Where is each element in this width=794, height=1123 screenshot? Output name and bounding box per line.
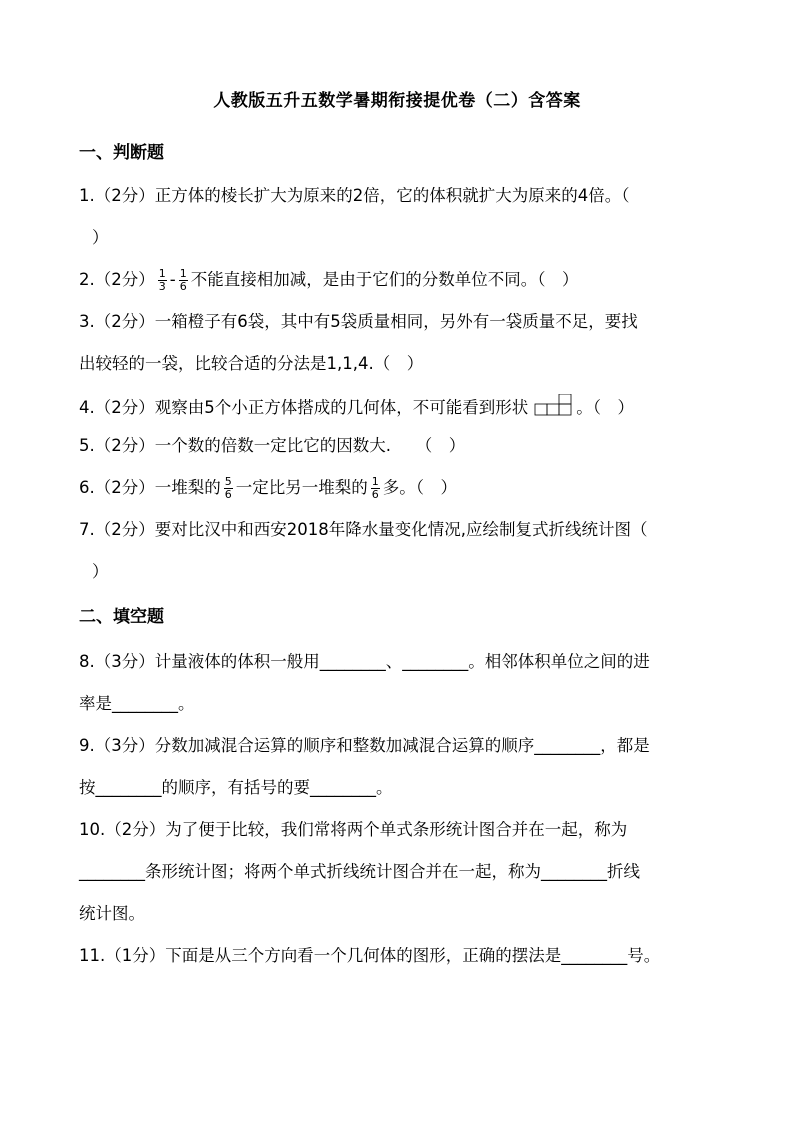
question-1: 1.（2分）正方体的棱长扩大为原来的2倍，它的体积就扩大为原来的4倍。（: [79, 186, 630, 205]
fraction-denominator: 6: [179, 280, 187, 293]
question-2: [79, 268, 719, 293]
fraction-denominator: 6: [371, 488, 379, 501]
fraction-numerator: 1: [179, 267, 187, 280]
fraction-one-third: [158, 268, 167, 293]
fraction-one-sixth: [371, 476, 380, 501]
question-10-continued-1: ________条形统计图；将两个单式折线统计图合并在一起，称为________折线: [79, 862, 640, 881]
question-6-middle: 一定比另一堆梨的: [235, 478, 368, 497]
question-2-prefix: 2.（2分）: [79, 270, 155, 289]
fraction-five-sixths: [224, 476, 233, 501]
question-11: 11.（1分）下面是从三个方向看一个几何体的图形，正确的摆法是________号。: [79, 946, 661, 965]
question-5: 5.（2分）一个数的倍数一定比它的因数大. （ ）: [79, 436, 466, 455]
fraction-numerator: 1: [371, 475, 379, 488]
fraction-denominator: 6: [224, 488, 232, 501]
minus-sign: -: [169, 270, 176, 289]
question-4: [79, 394, 719, 423]
question-1-continued: ）: [92, 228, 109, 247]
question-9: 9.（3分）分数加减混合运算的顺序和整数加减混合运算的顺序________，都是: [79, 736, 650, 755]
question-8-continued: 率是________。: [79, 694, 195, 713]
question-8: 8.（3分）计量液体的体积一般用________、________。相邻体积单位之间的进: [79, 652, 650, 671]
question-10: 10.（2分）为了便于比较，我们常将两个单式条形统计图合并在一起，称为: [79, 820, 628, 839]
question-2-suffix: 不能直接相加减，是由于它们的分数单位不同。（ ）: [190, 270, 579, 289]
fraction-numerator: 5: [224, 475, 232, 488]
question-6: [79, 476, 719, 501]
page-title: 人教版五升五数学暑期衔接提优卷（二）含答案: [213, 91, 581, 111]
question-7-continued: ）: [92, 562, 109, 581]
fraction-one-sixth: [179, 268, 188, 293]
question-6-suffix: 多。（ ）: [382, 478, 457, 497]
question-4-prefix: 4.（2分）观察由5个小正方体搭成的几何体，不可能看到形状: [79, 398, 529, 417]
question-9-continued: 按________的顺序，有括号的要________。: [79, 778, 393, 797]
question-7: 7.（2分）要对比汉中和西安2018年降水量变化情况,应绘制复式折线统计图（: [79, 520, 648, 539]
question-3: 3.（2分）一箱橙子有6袋，其中有5袋质量相同，另外有一袋质量不足，要找: [79, 312, 638, 331]
question-4-suffix: 。（ ）: [576, 398, 634, 417]
question-6-prefix: 6.（2分）一堆梨的: [79, 478, 221, 497]
fraction-numerator: 1: [158, 267, 166, 280]
section-heading-fill-blank: 二、填空题: [79, 607, 164, 627]
question-3-continued: 出较轻的一袋，比较合适的分法是1,1,4.（ ）: [79, 354, 424, 373]
fraction-denominator: 3: [158, 280, 166, 293]
section-heading-judgement: 一、判断题: [79, 143, 164, 163]
cube-shape-icon: [534, 394, 574, 423]
question-10-continued-2: 统计图。: [79, 904, 145, 923]
